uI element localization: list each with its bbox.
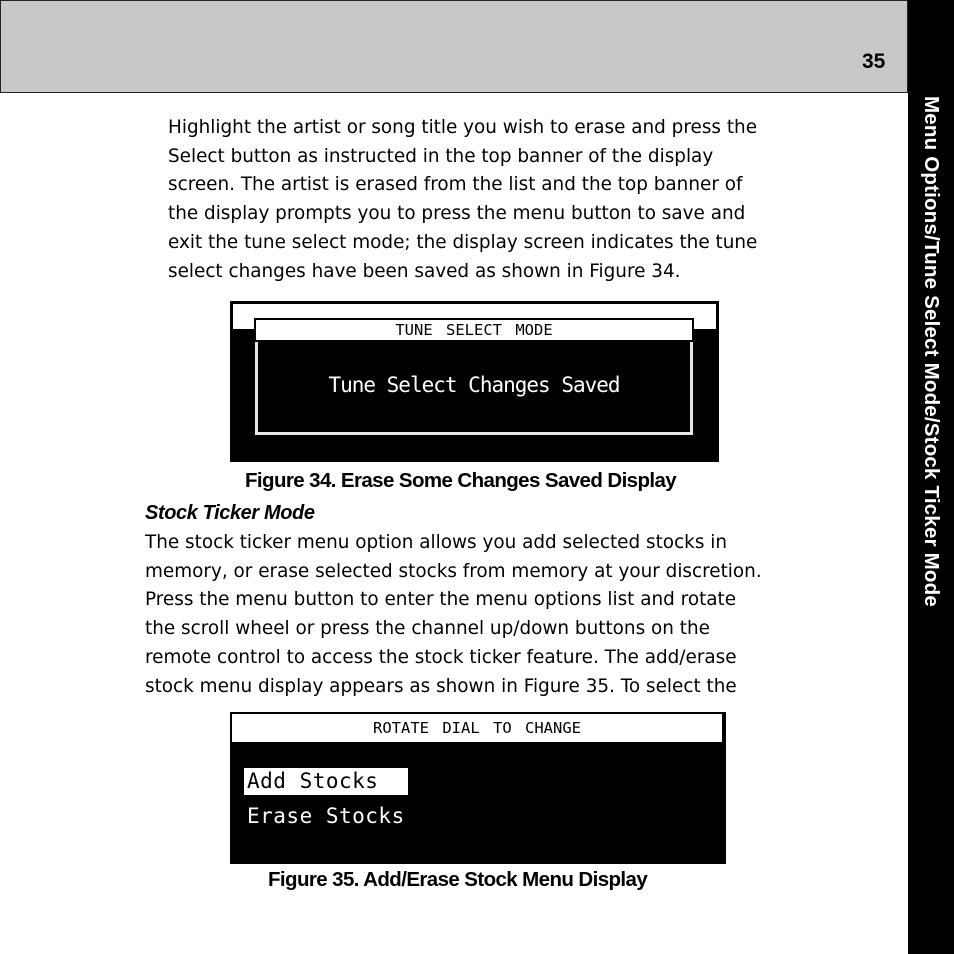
paragraph-line: remote control to access the stock ticker feature. The add/erase [145,646,737,668]
paragraph-line: select changes have been saved as shown in Figure 34. [168,260,681,282]
figure35-caption: Figure 35. Add/Erase Stock Menu Display [268,868,648,891]
paragraph-tune-select [168,114,757,286]
side-tab-title: Menu Options/Tune Select Mode/Stock Ticker Mode [920,96,943,607]
paragraph-line: The stock ticker menu option allows you add selected stocks in [145,532,728,553]
figure34-caption: Figure 34. Erase Some Changes Saved Display [245,469,677,492]
paragraph-line: the scroll wheel or press the channel up/down buttons on the [145,618,710,640]
paragraph-line: Select button as instructed in the top banner of the display [168,145,714,167]
page-number: 35 [862,50,886,73]
menu-item-add-stocks: Add Stocks [244,768,408,795]
paragraph-line: Press the menu button to enter the menu options list and rotate [145,589,737,611]
figure35-banner: ROTATE DIAL TO CHANGE [230,712,724,744]
figure34-banner: TUNE SELECT MODE [254,318,694,342]
figure34-message: Tune Select Changes Saved [328,373,620,397]
paragraph-line: Highlight the artist or song title you wish to erase and press the [168,117,758,138]
paragraph-line: memory, or erase selected stocks from memory at your discretion. [145,560,762,582]
header-bar [0,0,908,93]
menu-item-erase-stocks: Erase Stocks [247,804,405,828]
section-heading: Stock Ticker Mode [145,502,315,524]
paragraph-line: screen. The artist is erased from the list and the top banner of [168,174,743,196]
paragraph-line: the display prompts you to press the menu button to save and [168,203,746,225]
paragraph-line: exit the tune select mode; the display screen indicates the tune [168,231,758,253]
paragraph-stock-ticker [145,529,762,701]
paragraph-line: stock menu display appears as shown in Figure 35. To select the [145,675,737,697]
